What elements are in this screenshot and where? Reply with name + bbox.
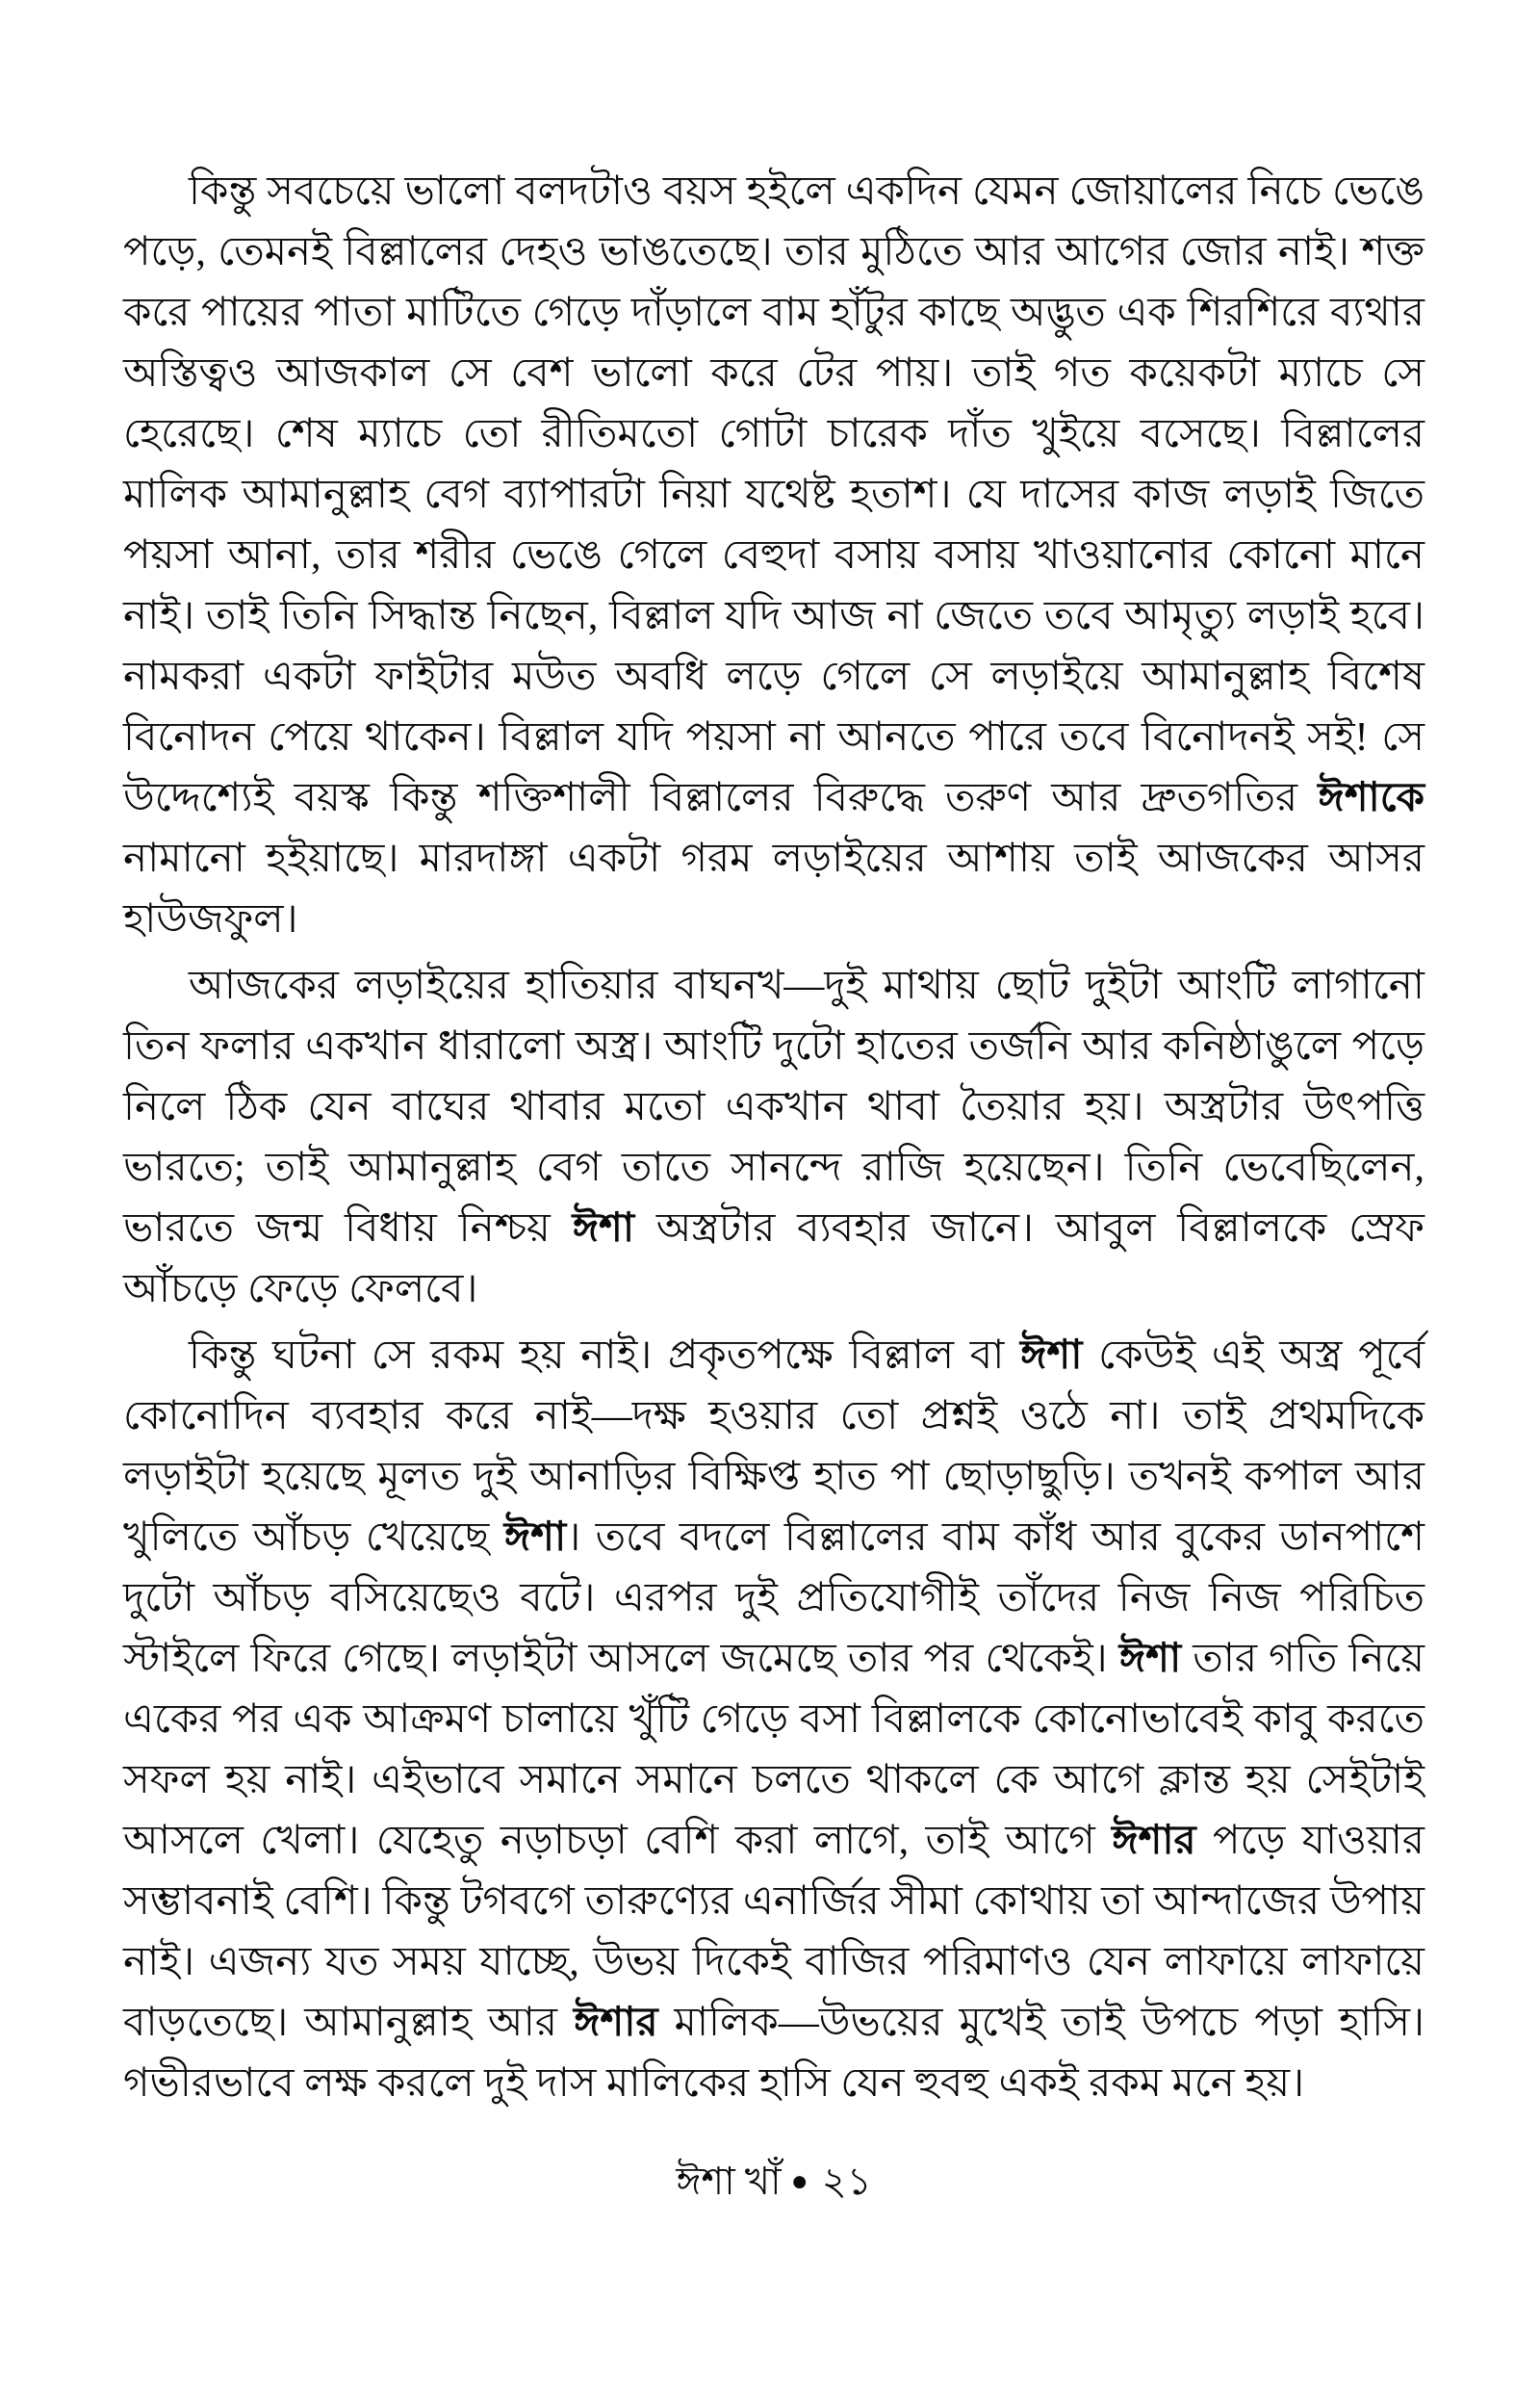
paragraph	[123, 162, 1424, 950]
footer-bullet-separator: ●	[790, 2164, 808, 2197]
footer-book-title: ঈশা খাঁ	[676, 2160, 782, 2203]
character-name-bold: ঈশাকে	[1318, 776, 1424, 820]
page-text	[123, 162, 1424, 2120]
page-footer	[123, 2155, 1424, 2213]
body-text: তার গতি নিয়ে একের পর এক আক্রমণ চালায়ে খুঁটি গেড়ে বসা বিল্লালকে কোনোভাবেই কাবু করতে সফল হয় নাই। এইভাবে সমানে সমানে চলতে থাকলে কে আগে ক্লান্ত হয় সেইটাই আসলে খেলা। যেহেতু নড়াচড়া বেশি করা লাগে, তাই আগে	[123, 1637, 1424, 1863]
body-text: আজকের লড়াইয়ের হাতিয়ার বাঘনখ—দুই মাথায় ছোট দুইটা আংটি লাগানো তিন ফলার একখান ধারালো অস্ত্র। আংটি দুটো হাতের তর্জনি আর কনিষ্ঠাঙুলে পড়ে নিলে ঠিক যেন বাঘের থাবার মতো একখান থাবা তৈয়ার হয়। অস্ত্রটার উৎপত্তি ভারতে; তাই আমানুল্লাহ বেগ তাতে সানন্দে রাজি হয়েছেন। তিনি ভেবেছিলেন, ভারতে জন্ম বিধায় নিশ্চয়	[123, 964, 1424, 1251]
paragraph	[123, 956, 1424, 1320]
body-text: পড়ে যাওয়ার সম্ভাবনাই বেশি। কিন্তু টগবগে তারুণ্যের এনার্জির সীমা কোথায় তা আন্দাজের উপায় নাই। এজন্য যত সময় যাচ্ছে, উভয় দিকেই বাজির পরিমাণও যেন লাফায়ে লাফায়ে বাড়তেছে। আমানুল্লাহ আর	[123, 1819, 1424, 2045]
body-text: নামানো হইয়াছে। মারদাঙ্গা একটা গরম লড়াইয়ের আশায় তাই আজকের আসর হাউজফুল।	[123, 837, 1424, 942]
body-text: কিন্তু ঘটনা সে রকম হয় নাই। প্রকৃতপক্ষে বিল্লাল বা	[189, 1333, 1021, 1378]
character-name-bold: ঈশা	[503, 1515, 567, 1560]
character-name-bold: ঈশা	[1020, 1333, 1083, 1378]
paragraph	[123, 1326, 1424, 2114]
body-text: কিন্তু সবচেয়ে ভালো বলদটাও বয়স হইলে একদিন যেমন জোয়ালের নিচে ভেঙে পড়ে, তেমনই বিল্লালের দেহও ভাঙতেছে। তার মুঠিতে আর আগের জোর নাই। শক্ত করে পায়ের পাতা মাটিতে গেড়ে দাঁড়ালে বাম হাঁটুর কাছে অদ্ভুত এক শিরশিরে ব্যথার অস্তিত্বও আজকাল সে বেশ ভালো করে টের পায়। তাই গত কয়েকটা ম্যাচে সে হেরেছে। শেষ ম্যাচে তো রীতিমতো গোটা চারেক দাঁত খুইয়ে বসেছে। বিল্লালের মালিক আমানুল্লাহ বেগ ব্যাপারটা নিয়া যথেষ্ট হতাশ। যে দাসের কাজ লড়াই জিতে পয়সা আনা, তার শরীর ভেঙে গেলে বেহুদা বসায় বসায় খাওয়ানোর কোনো মানে নাই। তাই তিনি সিদ্ধান্ত নিছেন, বিল্লাল যদি আজ না জেতে তবে আমৃত্যু লড়াই হবে। নামকরা একটা ফাইটার মউত অবধি লড়ে গেলে সে লড়াইয়ে আমানুল্লাহ বিশেষ বিনোদন পেয়ে থাকেন। বিল্লাল যদি পয়সা না আনতে পারে তবে বিনোদনই সই! সে উদ্দেশ্যেই বয়স্ক কিন্তু শক্তিশালী বিল্লালের বিরুদ্ধে তরুণ আর দ্রুতগতির	[123, 169, 1424, 820]
body-text: কেউই এই অস্ত্র পূর্বে কোনোদিন ব্যবহার করে নাই—দক্ষ হওয়ার তো প্রশ্নই ওঠে না। তাই প্রথমদিকে লড়াইটা হয়েছে মূলত দুই আনাড়ির বিক্ষিপ্ত হাত পা ছোড়াছুড়ি। তখনই কপাল আর খুলিতে আঁচড় খেয়েছে	[123, 1333, 1424, 1560]
body-text: অস্ত্রটার ব্যবহার জানে। আবুল বিল্লালকে স্রেফ আঁচড়ে ফেড়ে ফেলবে।	[123, 1206, 1424, 1311]
character-name-bold: ঈশার	[574, 2001, 658, 2045]
footer-page-number: ২১	[821, 2160, 872, 2203]
body-text: মালিক—উভয়ের মুখেই তাই উপচে পড়া হাসি। গভীরভাবে লক্ষ করলে দুই দাস মালিকের হাসি যেন হুবহু একই রকম মনে হয়।	[123, 2001, 1424, 2106]
character-name-bold: ঈশা	[1118, 1637, 1182, 1681]
body-text: । তবে বদলে বিল্লালের বাম কাঁধ আর বুকের ডানপাশে দুটো আঁচড় বসিয়েছেও বটে। এরপর দুই প্রতিযোগীই তাঁদের নিজ নিজ পরিচিত স্টাইলে ফিরে গেছে। লড়াইটা আসলে জমেছে তার পর থেকেই।	[123, 1515, 1424, 1681]
character-name-bold: ঈশা	[572, 1206, 635, 1251]
character-name-bold: ঈশার	[1112, 1819, 1196, 1863]
